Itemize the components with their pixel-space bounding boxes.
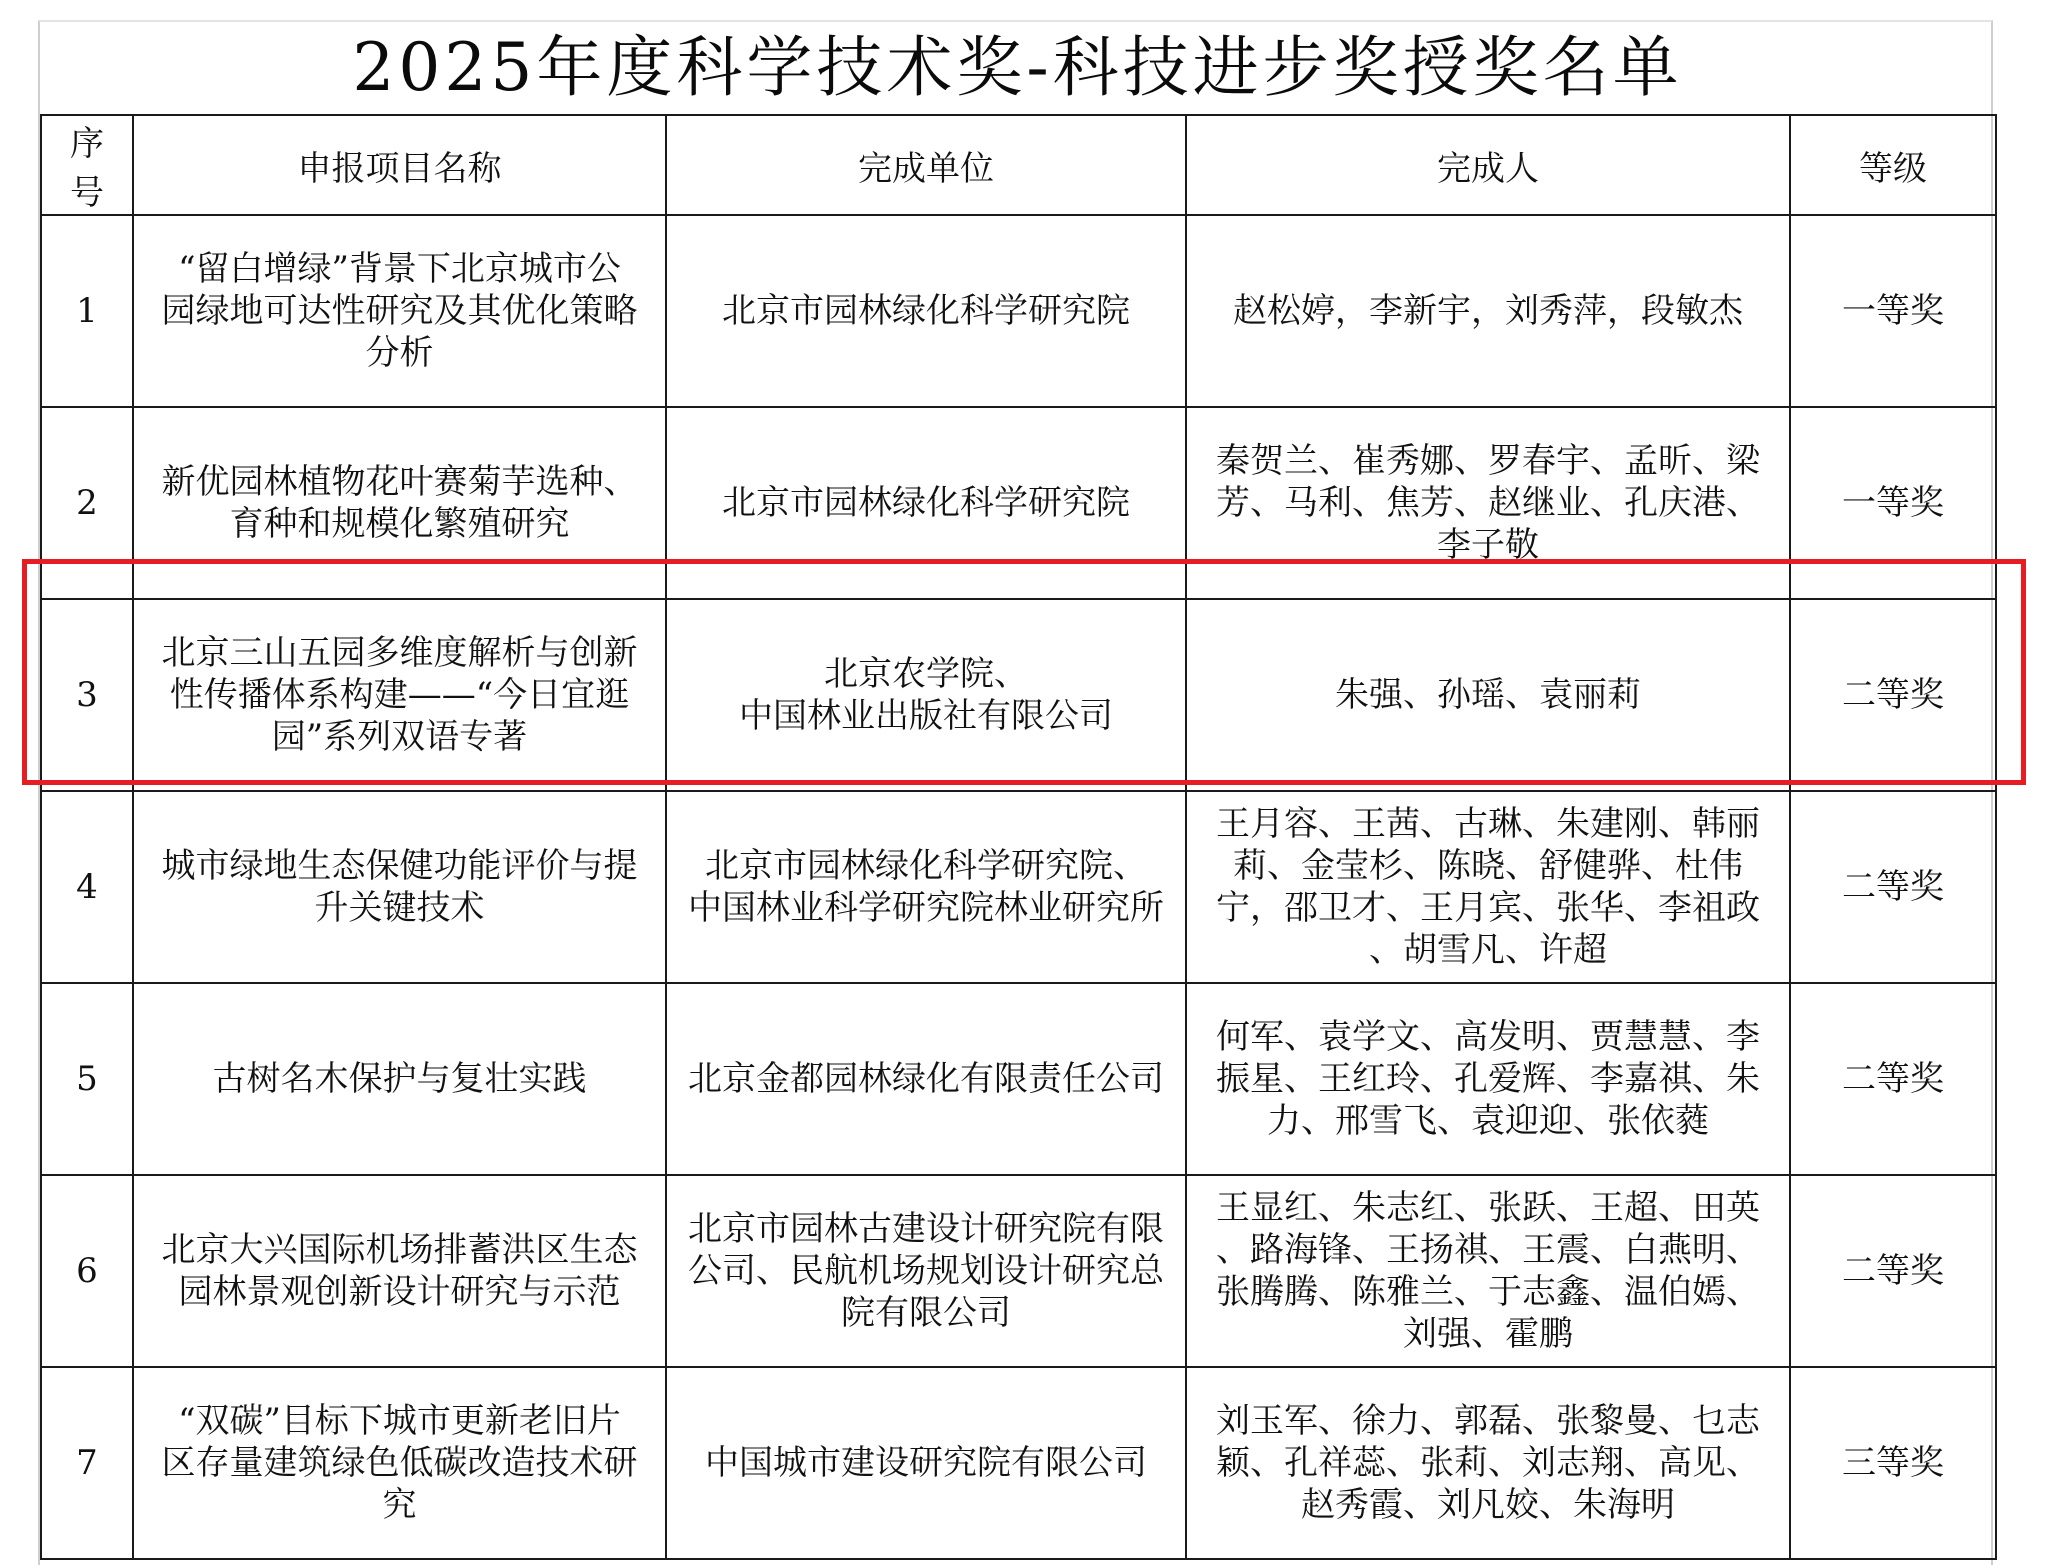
table-body — [41, 215, 1996, 1559]
cell-unit[interactable] — [666, 215, 1186, 407]
cell-people-line: 赵秀霞、刘凡姣、朱海明 — [1301, 1485, 1675, 1525]
cell-people[interactable] — [1186, 791, 1790, 983]
header-no: 序号 — [41, 115, 133, 215]
table-row[interactable] — [41, 407, 1996, 599]
cell-project-line: 性传播体系构建——“今日宜逛 — [169, 675, 630, 715]
cell-people-line: 朱强、孙瑶、袁丽莉 — [1335, 675, 1641, 715]
cell-project[interactable] — [133, 215, 666, 407]
cell-unit-line: 北京市园林绿化科学研究院 — [722, 291, 1130, 331]
cell-people[interactable] — [1186, 599, 1790, 791]
cell-unit-line: 中国城市建设研究院有限公司 — [705, 1443, 1147, 1483]
cell-project-line: 分析 — [365, 333, 434, 373]
cell-unit-line: 中国林业出版社有限公司 — [739, 696, 1113, 736]
cell-project[interactable] — [133, 407, 666, 599]
table-row[interactable] — [41, 983, 1996, 1175]
cell-no[interactable]: 3 — [41, 599, 133, 791]
cell-people[interactable] — [1186, 407, 1790, 599]
cell-project-line: 究 — [382, 1485, 417, 1525]
cell-project-line: 北京三山五园多维度解析与创新 — [161, 633, 638, 673]
cell-unit-line: 北京市园林古建设计研究院有限 — [688, 1209, 1164, 1249]
cell-no[interactable]: 4 — [41, 791, 133, 983]
cell-unit-line: 北京农学院、 — [824, 654, 1028, 694]
header-unit: 完成单位 — [666, 115, 1186, 215]
cell-people-line: 王显红、朱志红、张跃、王超、田英 — [1216, 1188, 1760, 1228]
cell-people-line: 李子敬 — [1437, 525, 1539, 565]
award-table — [40, 114, 1997, 1560]
table-row[interactable] — [41, 791, 1996, 983]
cell-no[interactable]: 5 — [41, 983, 133, 1175]
cell-project-line: 园绿地可达性研究及其优化策略 — [161, 291, 638, 331]
cell-people-line: 、路海锋、王扬祺、王震、白燕明、 — [1216, 1230, 1760, 1270]
cell-people-line: 颖、孔祥蕊、张莉、刘志翔、高见、 — [1216, 1443, 1760, 1483]
cell-people[interactable] — [1186, 1175, 1790, 1367]
cell-people-line: 张腾腾、陈雅兰、于志鑫、温伯嫣、 — [1216, 1272, 1760, 1312]
header-project: 申报项目名称 — [133, 115, 666, 215]
table-row[interactable] — [41, 215, 1996, 407]
cell-project-line: 升关键技术 — [314, 888, 485, 928]
cell-project-line: 园林景观创新设计研究与示范 — [178, 1272, 621, 1312]
cell-project[interactable] — [133, 1175, 666, 1367]
cell-project-line: 古树名木保护与复壮实践 — [212, 1059, 587, 1099]
cell-unit[interactable] — [666, 1175, 1186, 1367]
cell-no[interactable]: 1 — [41, 215, 133, 407]
cell-people-line: 力、邢雪飞、袁迎迎、张依蕤 — [1267, 1101, 1709, 1141]
cell-project[interactable] — [133, 983, 666, 1175]
cell-no[interactable]: 6 — [41, 1175, 133, 1367]
cell-people-line: 振星、王红玲、孔爱辉、李嘉祺、朱 — [1216, 1059, 1760, 1099]
header-people: 完成人 — [1186, 115, 1790, 215]
cell-people-line: 赵松婷，李新宇，刘秀萍，段敏杰 — [1233, 291, 1743, 331]
cell-people[interactable] — [1186, 983, 1790, 1175]
cell-project-line: 园”系列双语专著 — [271, 717, 528, 757]
cell-people[interactable] — [1186, 1367, 1790, 1559]
cell-level[interactable]: 二等奖 — [1790, 983, 1996, 1175]
cell-people-line: 、胡雪凡、许超 — [1369, 930, 1607, 970]
cell-project[interactable] — [133, 1367, 666, 1559]
cell-people-line: 宁，邵卫才、王月宾、张华、李祖政 — [1216, 888, 1760, 928]
cell-unit-line: 北京市园林绿化科学研究院、 — [705, 846, 1147, 886]
cell-project[interactable] — [133, 599, 666, 791]
cell-project-line: 北京大兴国际机场排蓄洪区生态 — [161, 1230, 638, 1270]
cell-level[interactable]: 一等奖 — [1790, 407, 1996, 599]
cell-people-line: 王月容、王茜、古琳、朱建刚、韩丽 — [1216, 804, 1760, 844]
cell-people-line: 何军、袁学文、高发明、贾慧慧、李 — [1216, 1017, 1760, 1057]
cell-unit[interactable] — [666, 983, 1186, 1175]
cell-no[interactable]: 7 — [41, 1367, 133, 1559]
cell-project-line: 区存量建筑绿色低碳改造技术研 — [161, 1443, 638, 1483]
cell-project-line: “留白增绿”背景下北京城市公 — [178, 249, 621, 289]
cell-project-line: 新优园林植物花叶赛菊芋选种、 — [161, 462, 638, 502]
header-level: 等级 — [1790, 115, 1996, 215]
cell-unit-line: 北京市园林绿化科学研究院 — [722, 483, 1130, 523]
cell-people-line: 刘强、霍鹏 — [1403, 1314, 1573, 1354]
table-row[interactable] — [41, 1175, 1996, 1367]
cell-level[interactable]: 二等奖 — [1790, 1175, 1996, 1367]
cell-level[interactable]: 三等奖 — [1790, 1367, 1996, 1559]
table-row[interactable] — [41, 599, 1996, 791]
cell-people-line: 刘玉军、徐力、郭磊、张黎曼、乜志 — [1216, 1401, 1760, 1441]
cell-no[interactable]: 2 — [41, 407, 133, 599]
cell-people-line: 秦贺兰、崔秀娜、罗春宇、孟昕、梁 — [1216, 441, 1760, 481]
cell-unit[interactable] — [666, 1367, 1186, 1559]
table-header-row — [41, 115, 1996, 215]
cell-unit-line: 中国林业科学研究院林业研究所 — [688, 888, 1164, 928]
cell-people[interactable] — [1186, 215, 1790, 407]
cell-unit-line: 公司、民航机场规划设计研究总 — [688, 1251, 1164, 1291]
cell-people-line: 芳、马利、焦芳、赵继业、孔庆港、 — [1216, 483, 1760, 523]
cell-project-line: “双碳”目标下城市更新老旧片 — [178, 1401, 621, 1441]
cell-unit[interactable] — [666, 791, 1186, 983]
cell-unit[interactable] — [666, 407, 1186, 599]
cell-unit-line: 北京金都园林绿化有限责任公司 — [688, 1059, 1164, 1099]
cell-unit-line: 院有限公司 — [841, 1293, 1011, 1333]
cell-level[interactable]: 一等奖 — [1790, 215, 1996, 407]
table-row[interactable] — [41, 1367, 1996, 1559]
cell-people-line: 莉、金莹杉、陈晓、舒健骅、杜伟 — [1233, 846, 1743, 886]
cell-unit[interactable] — [666, 599, 1186, 791]
cell-level[interactable]: 二等奖 — [1790, 599, 1996, 791]
cell-level[interactable]: 二等奖 — [1790, 791, 1996, 983]
page-title: 2025年度科学技术奖-科技进步奖授奖名单 — [352, 29, 1683, 106]
cell-project[interactable] — [133, 791, 666, 983]
cell-project-line: 育种和规模化繁殖研究 — [229, 504, 570, 544]
cell-project-line: 城市绿地生态保健功能评价与提 — [161, 846, 638, 886]
